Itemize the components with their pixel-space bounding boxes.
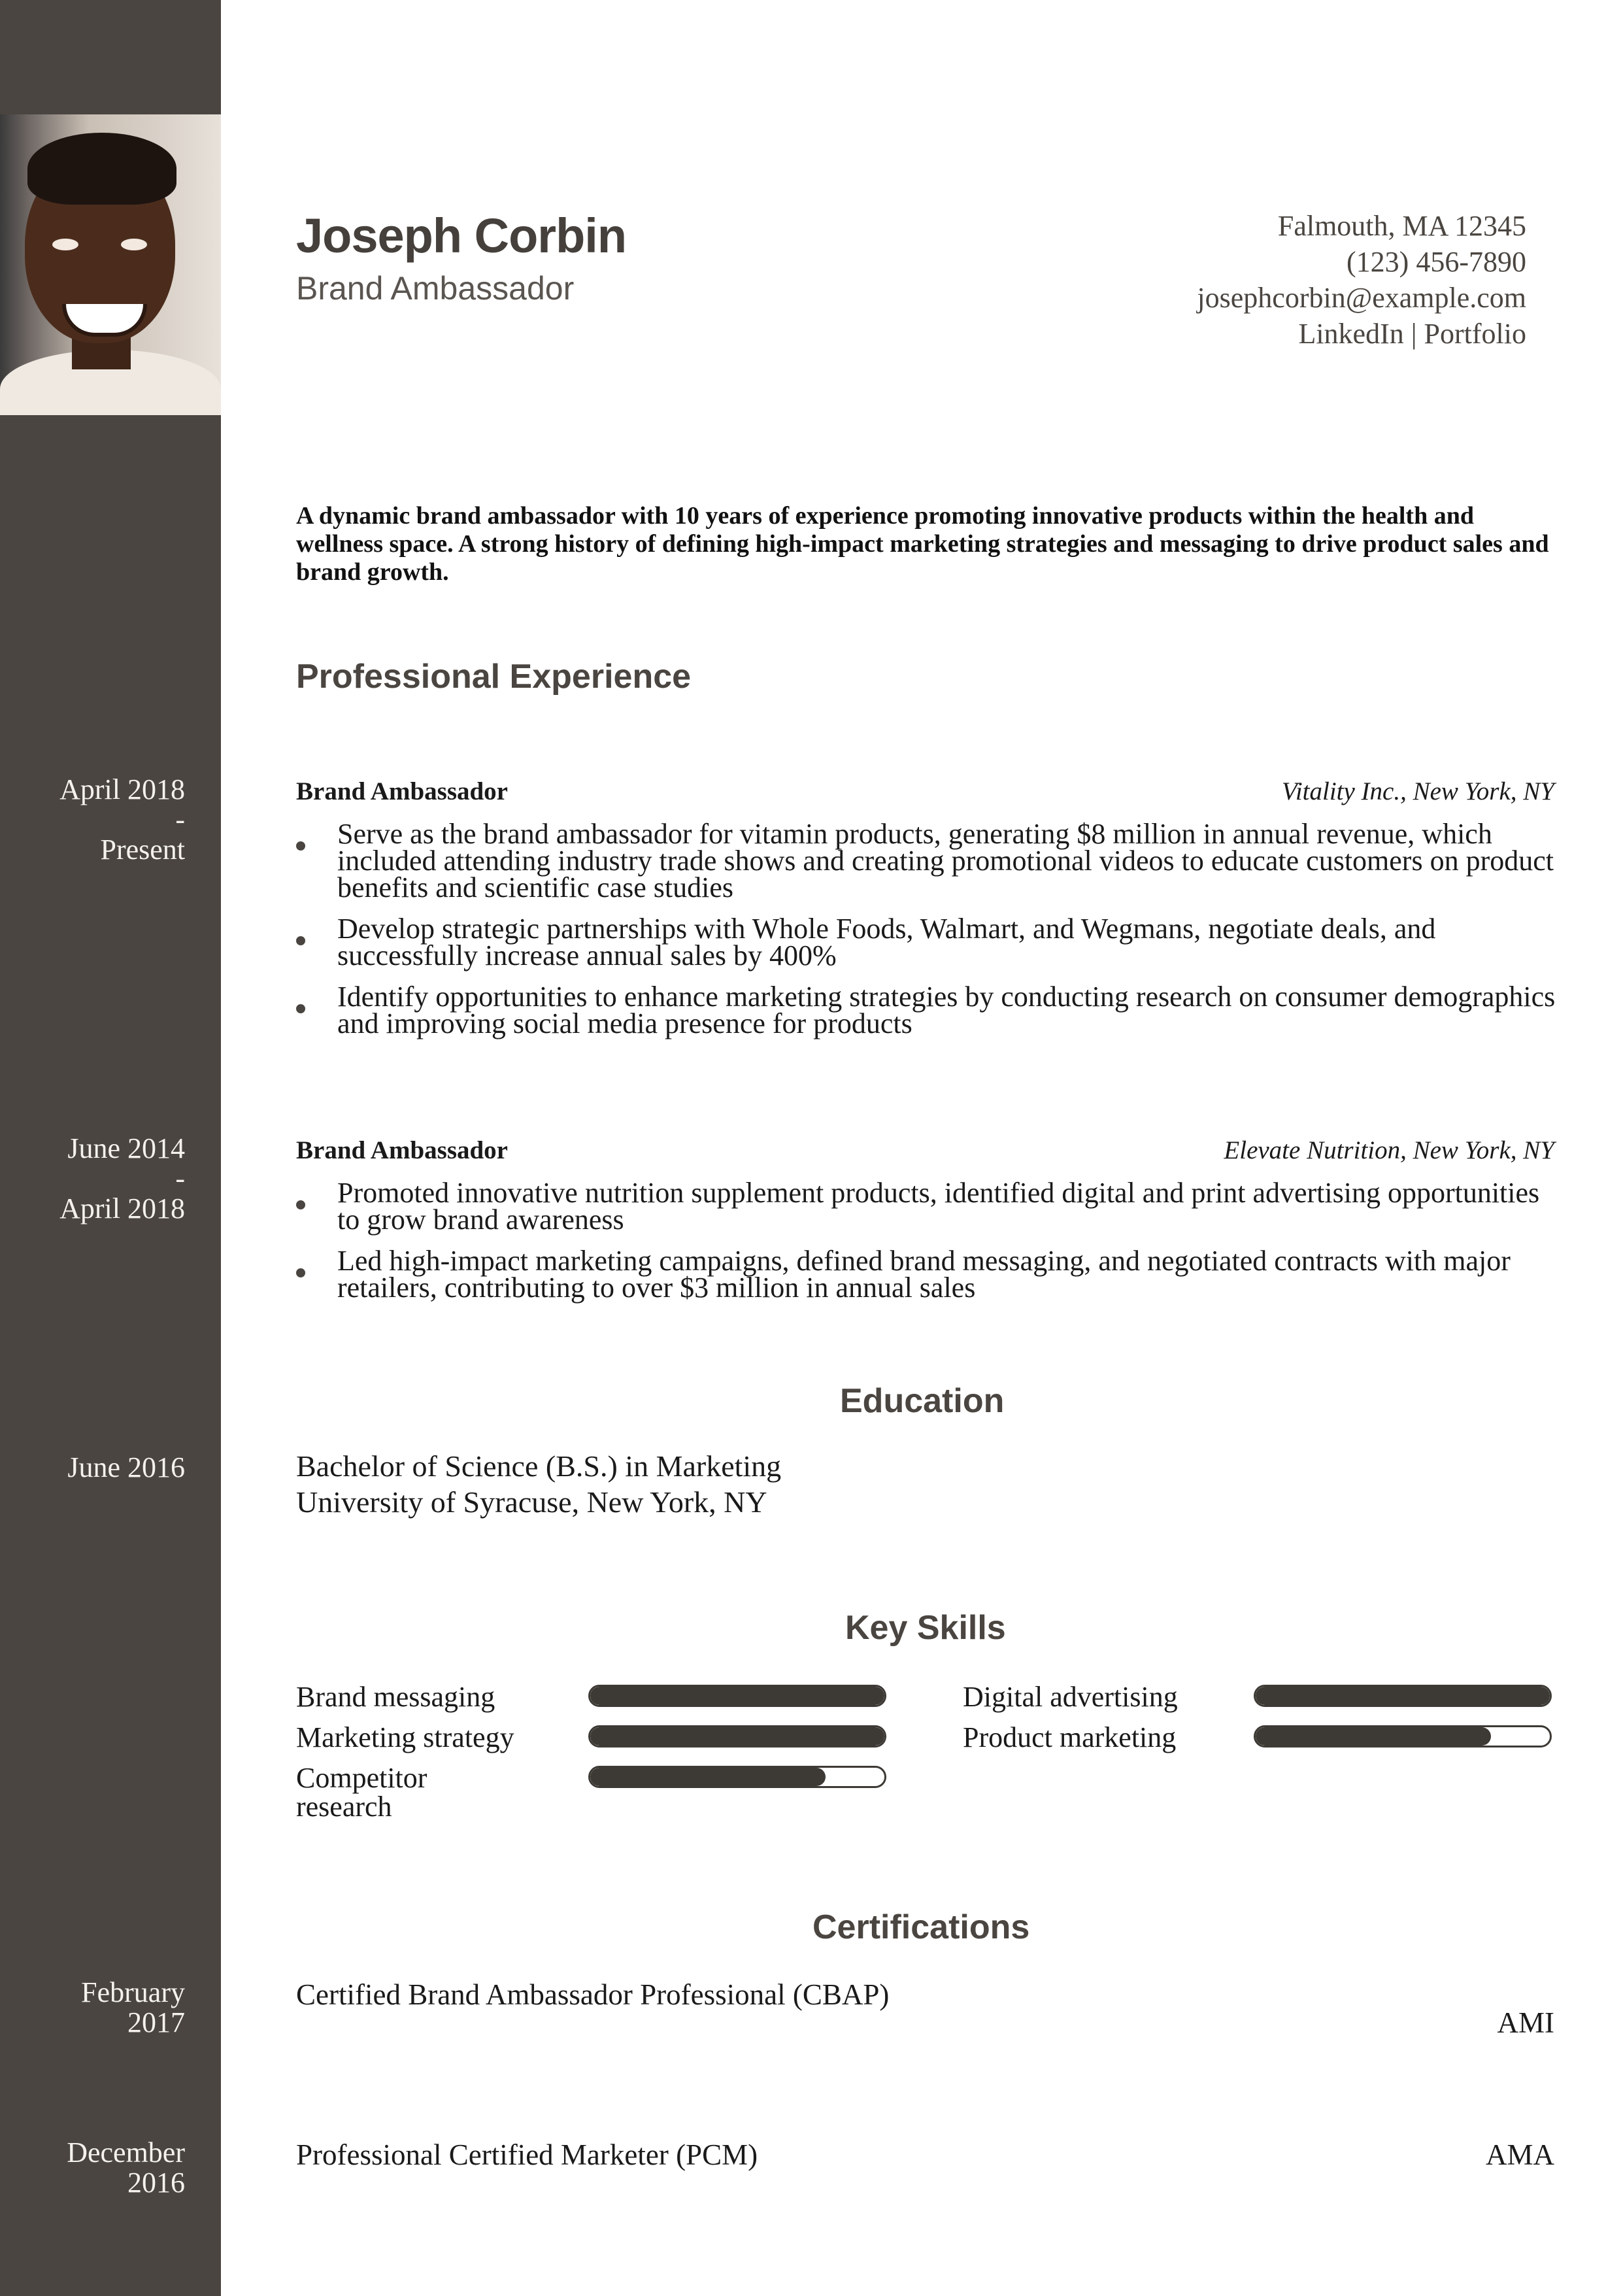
profile-photo [0, 114, 221, 415]
experience-heading: Professional Experience [296, 658, 692, 696]
skill-label: Competitor research [296, 1762, 427, 1823]
education-heading: Education [840, 1382, 1005, 1420]
cert-2-name: Professional Certified Marketer (PCM) [296, 2138, 758, 2171]
job-2-bullets [296, 1179, 1558, 1315]
contact-block [1197, 208, 1526, 352]
education-school: University of Syracuse, New York, NY [296, 1485, 767, 1519]
contact-links[interactable]: LinkedIn | Portfolio [1298, 318, 1526, 350]
skill-label: Marketing strategy [296, 1721, 514, 1753]
job-1-date [0, 775, 185, 865]
list-item: Led high-impact marketing campaigns, defined brand messaging, and negotiated contracts with major retailers, contributing to over $3 million in annual sales [296, 1247, 1558, 1301]
skill-bar-fill [1256, 1727, 1491, 1746]
cert-2-org: AMA [1485, 2138, 1554, 2171]
skill-bar [1254, 1685, 1552, 1707]
job-2-date-end: April 2018 [59, 1192, 185, 1224]
contact-location: Falmouth, MA 12345 [1277, 210, 1526, 242]
cert-2-date-line2: 2016 [127, 2167, 185, 2199]
cert-1-date [0, 1978, 185, 2038]
education-date: June 2016 [67, 1451, 185, 1483]
job-2-date [0, 1134, 185, 1224]
contact-email[interactable]: josephcorbin@example.com [1197, 282, 1526, 314]
skill-bar [588, 1766, 886, 1788]
job-1-bullets [296, 820, 1558, 1051]
candidate-role: Brand Ambassador [296, 270, 575, 307]
cert-2-date [0, 2138, 185, 2198]
list-item: Identify opportunities to enhance marketing strategies by conducting research on consumer demographics and improving social media presence for products [296, 983, 1558, 1037]
skill-bar-fill [1256, 1687, 1550, 1705]
skills-heading: Key Skills [845, 1609, 1006, 1647]
cert-1-date-line1: February [81, 1976, 185, 2008]
cert-2-date-line1: December [67, 2136, 185, 2169]
summary: A dynamic brand ambassador with 10 years of experience promoting innovative products within the health and wellness space. A strong history of defining high-impact marketing strategies and messaging to drive product sales and brand growth. [296, 502, 1549, 586]
job-1-date-sep: - [175, 803, 185, 836]
list-item: Promoted innovative nutrition supplement products, identified digital and print advertising opportunities to grow brand awareness [296, 1179, 1558, 1233]
skill-bar-fill [590, 1727, 884, 1746]
job-2-company: Elevate Nutrition, New York, NY [1224, 1136, 1554, 1164]
contact-phone: (123) 456-7890 [1347, 246, 1526, 278]
cert-1-name: Certified Brand Ambassador Professional (CBAP) [296, 1978, 890, 2011]
job-1-title: Brand Ambassador [296, 777, 508, 805]
job-1-date-end: Present [100, 834, 185, 866]
skill-label: Brand messaging [296, 1681, 495, 1713]
skill-bar [588, 1725, 886, 1747]
job-2-date-sep: - [175, 1162, 185, 1194]
cert-1-org: AMI [1497, 2006, 1554, 2039]
list-item: Serve as the brand ambassador for vitamin products, generating $8 million in annual revenue, which included attending industry trade shows and creating promotional videos to educate customers on product benefits and scientific case studies [296, 820, 1558, 901]
skill-bar [588, 1685, 886, 1707]
job-2-title: Brand Ambassador [296, 1136, 508, 1164]
skill-bar-fill [590, 1768, 826, 1786]
list-item: Develop strategic partnerships with Whole Foods, Walmart, and Wegmans, negotiate deals, and successfully increase annual sales by 400% [296, 915, 1558, 969]
candidate-name: Joseph Corbin [296, 209, 627, 263]
education-degree: Bachelor of Science (B.S.) in Marketing [296, 1449, 782, 1483]
job-2-date-start: June 2014 [67, 1132, 185, 1164]
skill-bar [1254, 1725, 1552, 1747]
certifications-heading: Certifications [812, 1908, 1030, 1946]
job-1-date-start: April 2018 [59, 773, 185, 805]
job-1-company: Vitality Inc., New York, NY [1281, 777, 1554, 805]
education-block [296, 1448, 781, 1520]
skill-label: Digital advertising [963, 1681, 1178, 1713]
cert-1-date-line2: 2017 [127, 2006, 185, 2038]
skill-bar-fill [590, 1687, 884, 1705]
skill-label: Product marketing [963, 1721, 1177, 1753]
